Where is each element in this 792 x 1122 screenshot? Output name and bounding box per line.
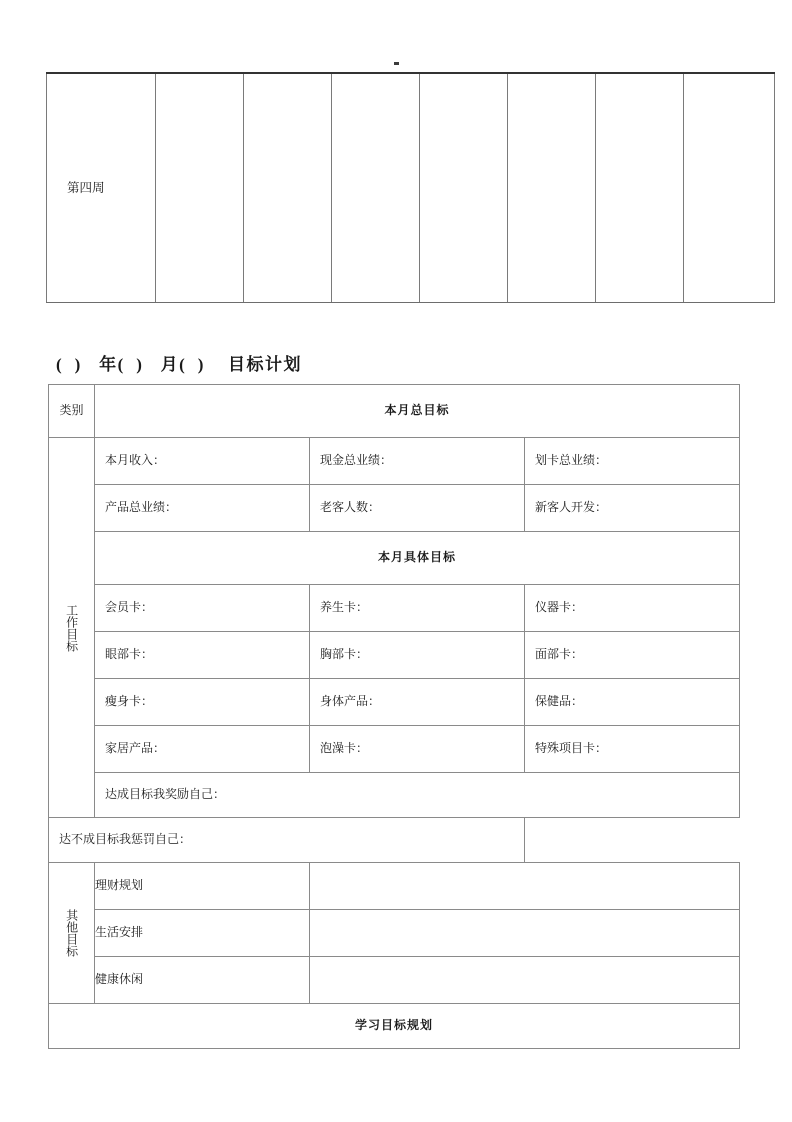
- week-cell-5[interactable]: [508, 73, 596, 303]
- field-slimming-card[interactable]: 瘦身卡：: [95, 679, 310, 726]
- field-home-product[interactable]: 家居产品：: [95, 726, 310, 773]
- field-body-product[interactable]: 身体产品：: [310, 679, 525, 726]
- field-new-customer-development[interactable]: 新客人开发：: [525, 485, 740, 532]
- page-title: ( ) 年( ) 月( ) 目标计划: [56, 355, 302, 374]
- table-row-cards-1: [49, 585, 740, 632]
- table-row: [47, 73, 775, 303]
- category-header-cell: 类别: [49, 385, 95, 438]
- table-row-product-performance: [49, 485, 740, 532]
- field-facial-care-card[interactable]: 面部卡：: [525, 632, 740, 679]
- specific-goal-header-cell: 本月具体目标: [95, 532, 740, 585]
- table-row-category-header: [49, 385, 740, 438]
- other-goal-category-cell: [49, 863, 95, 1004]
- other-goal-category-label: 其他目标: [64, 909, 79, 957]
- table-row-income: [49, 438, 740, 485]
- field-self-reward[interactable]: 达成目标我奖励自己：: [95, 773, 740, 818]
- week-cell-6[interactable]: [596, 73, 684, 303]
- field-eye-care-card[interactable]: 眼部卡：: [95, 632, 310, 679]
- field-bath-card[interactable]: 泡澡卡：: [310, 726, 525, 773]
- label-life-arrangement: 生活安排: [95, 910, 310, 957]
- field-cash-total-performance[interactable]: 现金总业绩：: [310, 438, 525, 485]
- week-cell-3[interactable]: [332, 73, 420, 303]
- field-finance-plan-value[interactable]: [310, 863, 740, 910]
- field-card-total-performance[interactable]: 划卡总业绩：: [525, 438, 740, 485]
- field-health-care-card[interactable]: 养生卡：: [310, 585, 525, 632]
- table-row-health-leisure: [49, 957, 740, 1004]
- label-finance-plan: 理财规划: [95, 863, 310, 910]
- monthly-goal-plan-table: [48, 384, 740, 1049]
- field-returning-customer-count[interactable]: 老客人数：: [310, 485, 525, 532]
- week-label-cell[interactable]: 第四周: [47, 73, 156, 303]
- table-row-life-arrangement: [49, 910, 740, 957]
- table-row-finance-plan: [49, 863, 740, 910]
- work-goal-category-label: 工作目标: [64, 603, 79, 652]
- stray-mark-artifact: [394, 62, 399, 65]
- week-cell-7[interactable]: [684, 73, 775, 303]
- field-monthly-income[interactable]: 本月收入：: [95, 438, 310, 485]
- field-instrument-card[interactable]: 仪器卡：: [525, 585, 740, 632]
- other-goal-category-wrap: [49, 909, 94, 957]
- field-health-product[interactable]: 保健品：: [525, 679, 740, 726]
- table-row-study-plan-header: [49, 1004, 740, 1049]
- field-health-leisure-value[interactable]: [310, 957, 740, 1004]
- work-goal-category-cell: [49, 438, 95, 818]
- label-health-leisure: 健康休闲: [95, 957, 310, 1004]
- table-row-cards-3: [49, 679, 740, 726]
- table-row-penalty: [49, 818, 740, 863]
- table-row-reward: [49, 773, 740, 818]
- field-product-total-performance[interactable]: 产品总业绩：: [95, 485, 310, 532]
- table-row-cards-4: [49, 726, 740, 773]
- field-member-card[interactable]: 会员卡：: [95, 585, 310, 632]
- week-schedule-table: [46, 72, 775, 303]
- field-self-penalty[interactable]: 达不成目标我惩罚自己：: [49, 818, 525, 863]
- week-cell-1[interactable]: [156, 73, 244, 303]
- field-special-project-card[interactable]: 特殊项目卡：: [525, 726, 740, 773]
- table-row-cards-2: [49, 632, 740, 679]
- field-chest-care-card[interactable]: 胸部卡：: [310, 632, 525, 679]
- work-goal-category-wrap: [49, 604, 94, 652]
- table-row-specific-goal-header: [49, 532, 740, 585]
- week-cell-4[interactable]: [420, 73, 508, 303]
- study-plan-header-cell: 学习目标规划: [49, 1004, 740, 1049]
- field-life-arrangement-value[interactable]: [310, 910, 740, 957]
- total-goal-header-cell: 本月总目标: [95, 385, 740, 438]
- week-cell-2[interactable]: [244, 73, 332, 303]
